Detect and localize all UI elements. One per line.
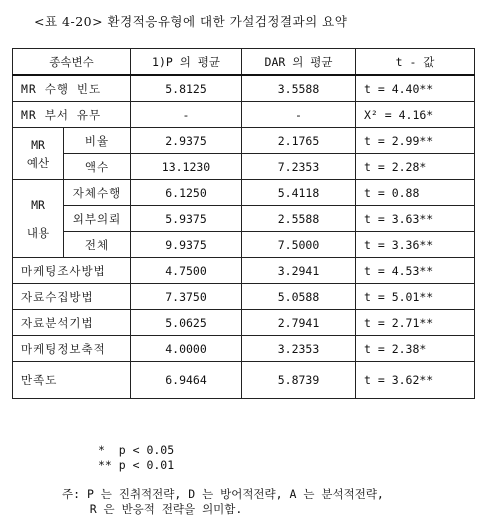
t-value-cell: t = 3.36**: [356, 232, 475, 258]
table-row: [13, 154, 475, 180]
p-mean-cell: 6.9464: [131, 362, 242, 399]
row-label: 마케팅조사방법: [13, 258, 131, 284]
footnote-line-2: R 은 반응적 전략을 의미함.: [62, 502, 243, 516]
group-label-budget: MR 예산: [13, 128, 64, 180]
row-label: 전체: [64, 232, 131, 258]
group-label-content: MR 내용: [13, 180, 64, 258]
row-label: MR 수행 빈도: [13, 75, 131, 102]
table-row: [13, 180, 475, 206]
row-label: 외부의뢰: [64, 206, 131, 232]
p-mean-cell: -: [131, 102, 242, 128]
p-mean-cell: 5.0625: [131, 310, 242, 336]
p-mean-cell: 7.3750: [131, 284, 242, 310]
dar-mean-cell: 2.1765: [242, 128, 356, 154]
footnote: [62, 487, 384, 517]
t-value-cell: t = 4.40**: [356, 75, 475, 102]
p-mean-cell: 4.0000: [131, 336, 242, 362]
footnote-line-1: 주: P 는 진취적전략, D 는 방어적전략, A 는 분석적전략,: [62, 487, 384, 501]
t-value-cell: t = 2.99**: [356, 128, 475, 154]
dar-mean-cell: -: [242, 102, 356, 128]
p-mean-cell: 9.9375: [131, 232, 242, 258]
t-value-cell: X² = 4.16*: [356, 102, 475, 128]
dar-mean-cell: 5.4118: [242, 180, 356, 206]
row-label: 마케팅정보축적: [13, 336, 131, 362]
table-row: [13, 310, 475, 336]
t-value-cell: t = 5.01**: [356, 284, 475, 310]
table-header-row: [13, 49, 475, 76]
dar-mean-cell: 3.2941: [242, 258, 356, 284]
row-label: 자료수집방법: [13, 284, 131, 310]
table-row: [13, 232, 475, 258]
row-label: 액수: [64, 154, 131, 180]
p-mean-cell: 2.9375: [131, 128, 242, 154]
table-row: [13, 75, 475, 102]
header-t-value: t - 값: [356, 49, 475, 76]
row-label: 만족도: [13, 362, 131, 399]
row-label: MR 부서 유무: [13, 102, 131, 128]
t-value-cell: t = 0.88: [356, 180, 475, 206]
significance-note-001: ** p < 0.01: [98, 458, 175, 472]
row-label: 비율: [64, 128, 131, 154]
table-title: <표 4-20> 환경적응유형에 대한 가설검정결과의 요약: [34, 14, 348, 29]
t-value-cell: t = 2.71**: [356, 310, 475, 336]
header-dar-mean: DAR 의 평균: [242, 49, 356, 76]
dar-mean-cell: 7.5000: [242, 232, 356, 258]
p-mean-cell: 13.1230: [131, 154, 242, 180]
t-value-cell: t = 2.38*: [356, 336, 475, 362]
header-p-mean: 1)P 의 평균: [131, 49, 242, 76]
table-row: [13, 128, 475, 154]
p-mean-cell: 5.9375: [131, 206, 242, 232]
t-value-cell: t = 4.53**: [356, 258, 475, 284]
table-row: [13, 284, 475, 310]
hypothesis-results-table: [12, 48, 475, 399]
p-mean-cell: 4.7500: [131, 258, 242, 284]
t-value-cell: t = 3.62**: [356, 362, 475, 399]
table-row: [13, 258, 475, 284]
t-value-cell: t = 2.28*: [356, 154, 475, 180]
dar-mean-cell: 2.7941: [242, 310, 356, 336]
significance-note-005: * p < 0.05: [98, 443, 175, 457]
row-label: 자체수행: [64, 180, 131, 206]
p-mean-cell: 5.8125: [131, 75, 242, 102]
row-label: 자료분석기법: [13, 310, 131, 336]
table-row: [13, 206, 475, 232]
dar-mean-cell: 2.5588: [242, 206, 356, 232]
table-row: [13, 362, 475, 399]
dar-mean-cell: 5.8739: [242, 362, 356, 399]
p-mean-cell: 6.1250: [131, 180, 242, 206]
table-row: [13, 336, 475, 362]
header-dependent-variable: 종속변수: [13, 49, 131, 76]
t-value-cell: t = 3.63**: [356, 206, 475, 232]
table-row: [13, 102, 475, 128]
significance-notes: [98, 443, 174, 473]
dar-mean-cell: 3.2353: [242, 336, 356, 362]
dar-mean-cell: 3.5588: [242, 75, 356, 102]
dar-mean-cell: 5.0588: [242, 284, 356, 310]
dar-mean-cell: 7.2353: [242, 154, 356, 180]
